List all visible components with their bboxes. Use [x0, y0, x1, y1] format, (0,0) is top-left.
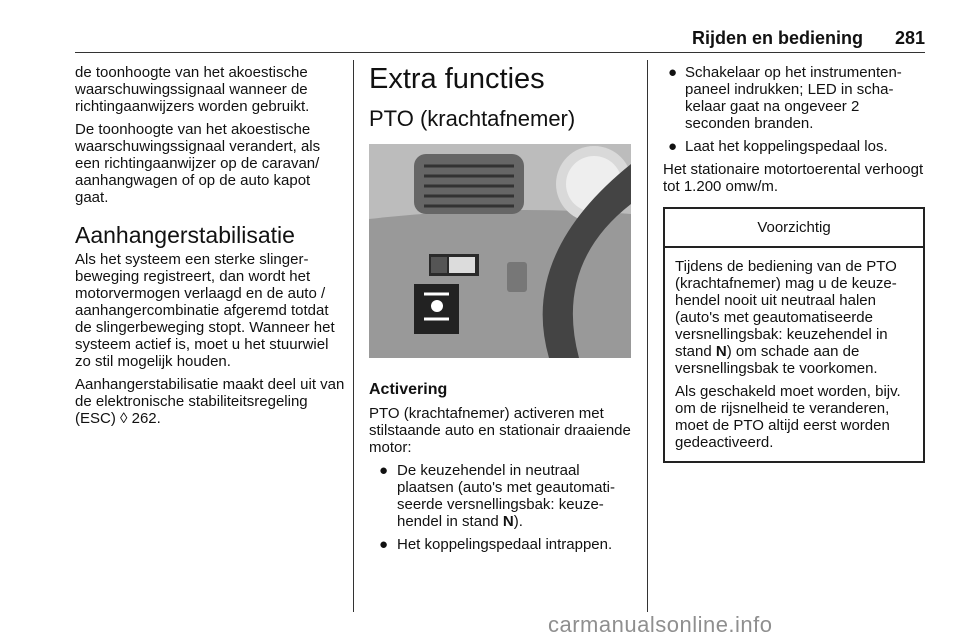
bullet-icon: ● — [668, 64, 678, 81]
list-item-text: Het koppelingspedaal intrappen. — [397, 536, 613, 553]
caution-text-end: ) om schade aan de versnellingsbak te voorkomen. — [675, 343, 878, 377]
bullet-list — [663, 64, 925, 155]
heading-activation: Activering — [369, 381, 448, 398]
page-number: 281 — [894, 28, 925, 48]
bullet-icon: ● — [668, 138, 678, 155]
paragraph: De toonhoogte van het akoestische waarschuwingssignaal verandert, als een richtingaanwijzer op de caravan/ aanhangwagen of op de auto kapot gaat. — [75, 121, 321, 206]
paragraph: PTO (krachtafnemer) activeren met stilstaande auto en stationair draaiende motor: — [369, 405, 631, 456]
list-item-text: Schakelaar op het instrumentenpaneel indrukken; LED in schakelaar gaat na ongeveer 2 seconden branden. — [685, 64, 902, 132]
paragraph: de toonhoogte van het akoestische waarschuwingssignaal wanneer de richtingaanwijzers worden gebruikt. — [75, 64, 310, 115]
bullet-icon: ● — [379, 536, 389, 553]
paragraph — [75, 376, 345, 427]
column-middle — [369, 62, 631, 559]
list-item-text: De keuzehendel in neutraal plaatsen (auto's met geautomatiseerde versnellingsbak: keuzehendel in stand — [397, 462, 615, 530]
pto-switch-photo — [369, 144, 631, 358]
watermark: carmanualsonline.info — [548, 612, 773, 637]
list-item-end: ). — [513, 513, 523, 530]
heading-trailer-stability: Aanhangerstabilisatie — [75, 222, 295, 248]
paragraph: Het stationaire motortoerental verhoogt tot 1.200 omw/m. — [663, 161, 924, 195]
list-item — [369, 536, 631, 553]
caution-box — [663, 207, 925, 463]
column-divider-2 — [647, 60, 648, 612]
column-left — [75, 64, 345, 433]
caution-text: Tijdens de bediening van de PTO (krachtafnemer) mag u de keuzehendel nooit uit neutraal halen (auto's met geautomatiseerde versnellingsbak: keuzehendel in stand — [675, 258, 897, 360]
page-header — [75, 28, 925, 50]
column-divider-1 — [353, 60, 354, 612]
caution-body — [665, 248, 923, 461]
header-rule — [75, 52, 925, 53]
paragraph — [675, 258, 913, 377]
section-title: Rijden en bediening — [691, 28, 863, 48]
caution-title: Voorzichtig — [665, 209, 923, 248]
list-item — [369, 462, 631, 530]
page-ref-icon: ◊ — [120, 410, 128, 427]
bullet-list — [369, 462, 631, 553]
heading-extra-functions: Extra functies — [369, 63, 545, 95]
caution-bold: N — [715, 343, 727, 360]
list-item-bold: N — [502, 513, 514, 530]
paragraph: Als geschakeld moet worden, bijv. om de rijsnelheid te veranderen, moet de PTO altijd eerst worden gedeactiveerd. — [675, 383, 901, 451]
list-item — [663, 138, 925, 155]
list-item — [663, 64, 925, 132]
column-right — [663, 64, 925, 463]
heading-pto: PTO (krachtafnemer) — [369, 106, 576, 131]
bullet-icon: ● — [379, 462, 389, 479]
page-ref[interactable]: 262. — [131, 410, 161, 427]
paragraph: Als het systeem een sterke slingerbeweging registreert, dan wordt het motorvermogen verlaagd en de auto / aanhangercombinatie afgeremd totdat de slingerbeweging stopt. Wanneer het systeem actief is, moet u het stuurwiel zo stil mogelijk houden. — [75, 251, 335, 370]
paragraph-text: Aanhangerstabilisatie maakt deel uit van de elektronische stabiliteitsregeling (ESC) — [75, 376, 345, 427]
list-item-text: Laat het koppelingspedaal los. — [685, 138, 888, 155]
